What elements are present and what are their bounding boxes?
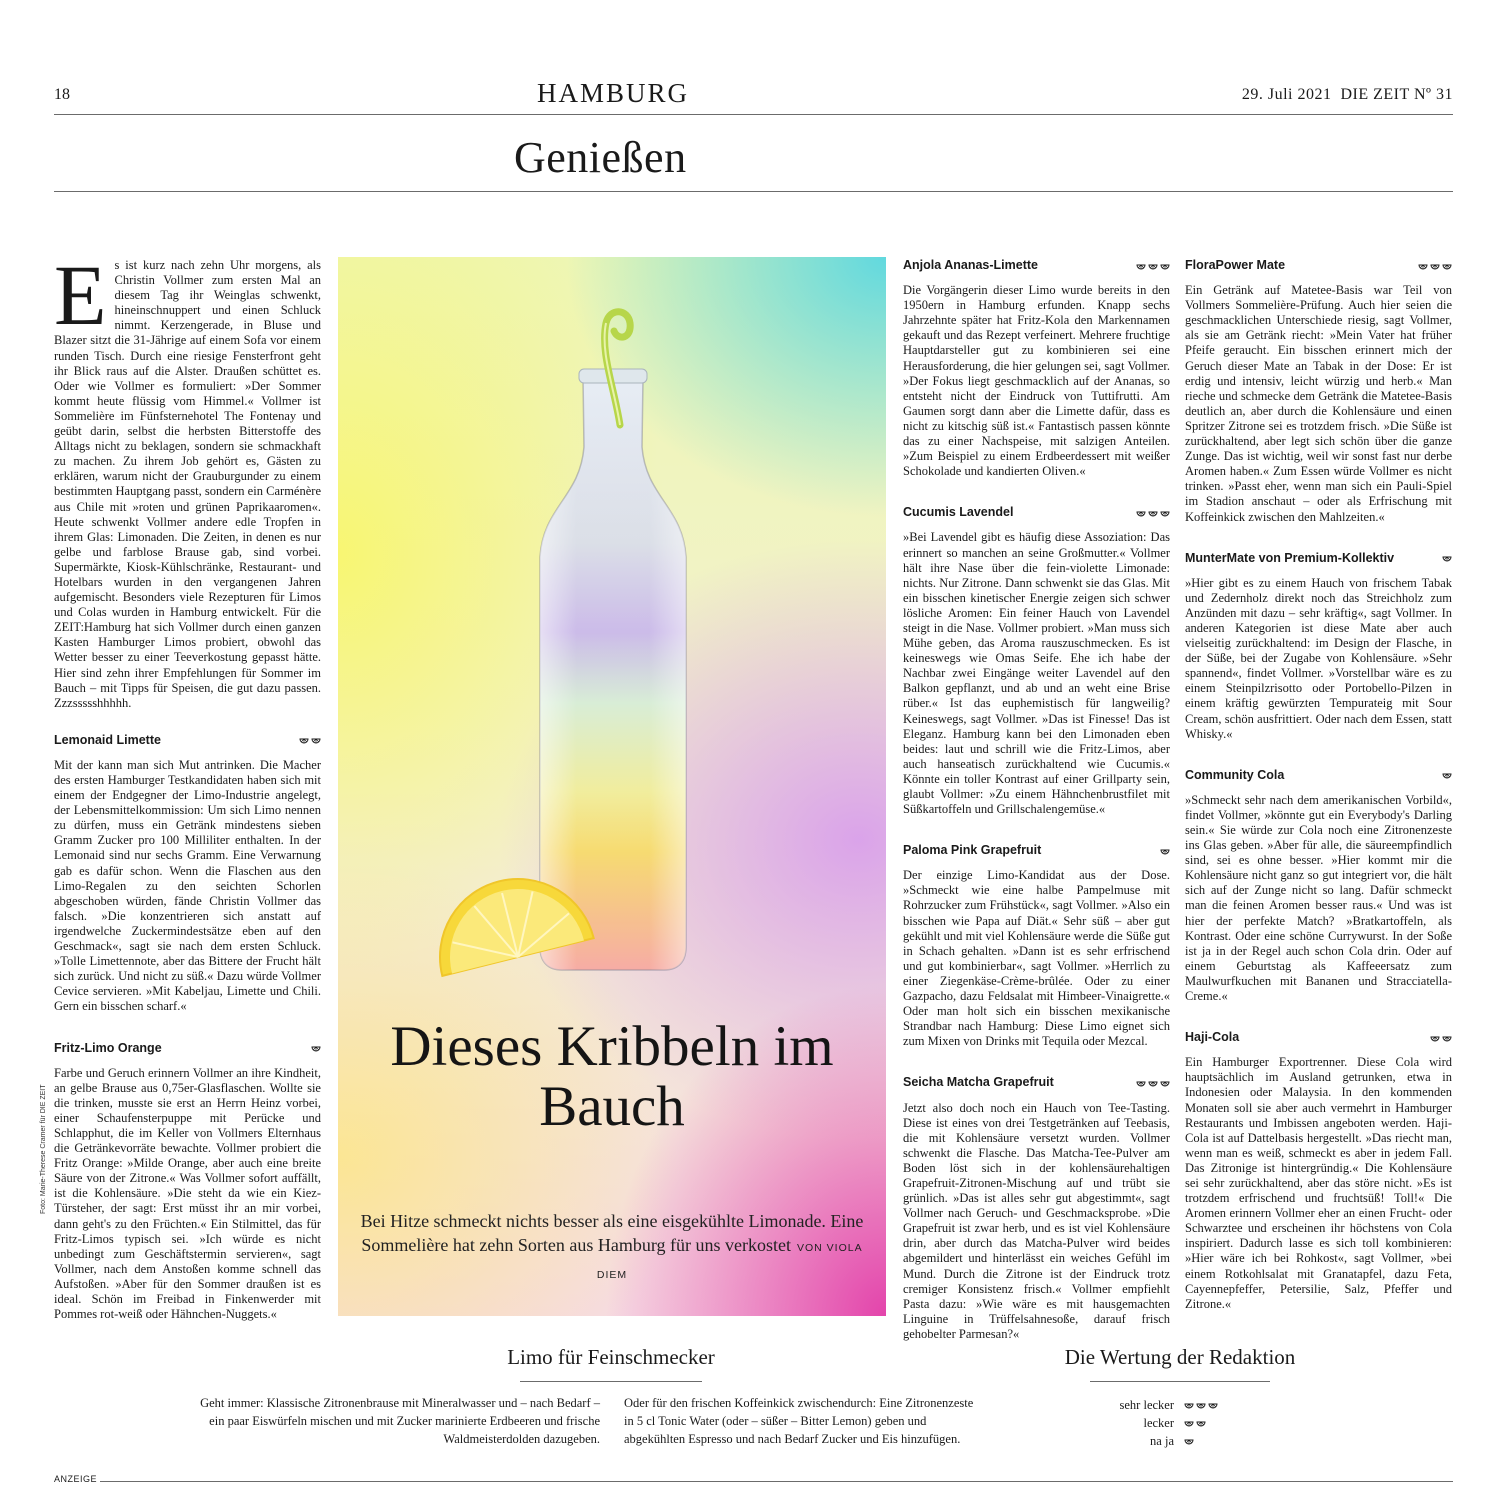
legend-row bbox=[1000, 1432, 1232, 1450]
paper-name: DIE ZEIT Nº 31 bbox=[1340, 86, 1453, 103]
tip-right: Oder für den frischen Koffeinkick zwischendurch: Eine Zitronenzeste in 5 cl Tonic Water (oder – süßer – Bitter Lemon) geben und abgekühlten Espresso und nach Bedarf Zucker und Eis hinzufügen. bbox=[624, 1396, 974, 1447]
lemon-slice-icon bbox=[299, 735, 309, 745]
column-3 bbox=[903, 258, 1170, 1368]
lemon-slice-icon bbox=[1442, 770, 1452, 780]
rating bbox=[1136, 261, 1170, 271]
hero-image bbox=[338, 257, 886, 1316]
photo-credit: Foto: Marie-Therese Cramer für DIE ZEIT bbox=[40, 1084, 47, 1214]
review-name: FloraPower Mate bbox=[1185, 258, 1286, 272]
column-4 bbox=[1185, 258, 1452, 1338]
ad-label: ANZEIGE bbox=[54, 1474, 98, 1484]
byline: VON VIOLA DIEM bbox=[596, 1242, 863, 1281]
bottle-illustration bbox=[338, 257, 886, 1316]
legend-icons bbox=[1184, 1400, 1232, 1410]
legend-label: lecker bbox=[1143, 1415, 1174, 1430]
legend-row bbox=[1000, 1414, 1232, 1432]
lemon-slice-icon bbox=[311, 1043, 321, 1053]
issue-date: 29. Juli 2021 bbox=[1241, 86, 1332, 103]
lemon-slice-icon bbox=[1184, 1436, 1194, 1446]
review-name: Cucumis Lavendel bbox=[903, 505, 1014, 520]
rating bbox=[1442, 770, 1452, 780]
review-text: »Schmeckt sehr nach dem amerikanischen Vorbild«, findet Vollmer, »könnte gut ein Everybody's Darling sein.« Sie würde zur Cola noch eine Zitronenzeste ins Glas geben. »Aber für alle, die säureempfindlich sind, sei es ohne besser. »Hier kommt mir die Kohlensäure nicht ganz so gut integriert vor, die hält sich auf der Zunge nicht so lang. Dafür schmeckt man die feinen Aromen besser raus.« Und was ist hier der perfekte Match? »Bratkartoffeln, als Kontrast. Oder eine schöne Currywurst. In der Soße ist ja in der Regel auch schon Cola drin. Oder auf einem Geburtstag als Kaffeeersatz zum Maulwurfkuchen mit Bananen und Stracciatella-Creme.« bbox=[1185, 792, 1452, 1004]
review-title bbox=[903, 258, 1170, 273]
box-title: Limo für Feinschmecker bbox=[507, 1345, 715, 1369]
lemon-slice-icon bbox=[1136, 508, 1146, 518]
ad-rule bbox=[100, 1481, 1453, 1482]
review-item bbox=[1185, 1030, 1452, 1312]
legend-icons bbox=[1184, 1436, 1232, 1446]
lemon-slice-icon bbox=[1160, 508, 1170, 518]
lemon-slice-icon bbox=[1442, 261, 1452, 271]
review-name: Lemonaid Limette bbox=[54, 732, 161, 747]
column-1 bbox=[54, 247, 321, 1348]
lemon-slice-icon bbox=[1442, 1033, 1452, 1043]
rating-title-rule bbox=[1090, 1381, 1270, 1382]
legend-label: na ja bbox=[1150, 1433, 1174, 1448]
review-title bbox=[1185, 258, 1452, 273]
review-title bbox=[54, 1041, 321, 1056]
teaser-text: Bei Hitze schmeckt nichts besser als eine eisgekühlte Limonade. Eine Sommelière hat zehn Sorten aus Hamburg für uns verkostet bbox=[360, 1211, 864, 1255]
rating bbox=[1136, 1078, 1170, 1088]
review-title bbox=[1185, 1030, 1452, 1045]
article-intro bbox=[54, 247, 321, 711]
intro-text: s ist kurz nach zehn Uhr morgens, als Christin Vollmer zum ersten Mal an diesem Tag ihr Weinglas schwenkt, hineinschnuppert und einen Schluck nimmt. Kerzengerade, in Bluse und Blazer sitzt die 31-Jährige auf einem Sofa vor einem runden Tisch. Durch eine riesige Fensterfront geht ihr Blick raus auf die Alster. Draußen schüttet es. Oder wie Vollmer es formuliert: »Der Sommer kommt heute flüssig vom Himmel.« Vollmer ist Sommelière im Fünfsternehotel The Fontenay und geübt darin, selbst die herbsten Bitterstoffe des Alltags nicht zu beklagen, sondern sie schmackhaft zu machen. Zu ihrem Job gehört es, Gästen zu erklären, warum nicht der Grauburgunder zu einem bestimmten Hauptgang passt, sondern ein Carménère aus Chile mit »roten und grünen Paprikaaromen«. Heute schwenkt Vollmer andere edle Tropfen in ihrem Glas: Limonaden. Die Zeiten, in denen es nur gelbe und farblose Brause gab, sind vorbei. Supermärkte, Kiosk-Kühlschränke, Restaurant- und Hotelbars wurden in den vergangenen Jahren aufgemischt. Besonders viele Rezepturen für Limos und Colas wurden in Hamburg entwickelt. Für die ZEIT:Hamburg hat sich Vollmer durch einen ganzen Kasten Hamburger Limos probiert, obwohl das Wetter besser zu einer Teeverkostung gepasst hätte. Hier sind zehn ihrer Empfehlungen für Sommer im Bauch – mit Tipps für Speisen, die gut dazu passen. Zzzssssshhhhh. bbox=[54, 258, 321, 710]
review-text: »Bei Lavendel gibt es häufig diese Assoziation: Das erinnert so manchen an seine Großmutter.« Vollmer hält ihre Nase über die fein-violette Limonade: nichts. Nur Zitrone. Dann schwenkt sie das Glas. Mit ein bisschen kinetischer Energie zeigen sich schwer lösliche Aromen: Ein feiner Hauch von Lavendel steigt in die Nase. Vollmer probiert. »Man muss sich Mühe geben, das Aroma rauszuschmecken. Es ist keineswegs wie Omas Seife. Ehe ich habe der Nachbar zwei Eingänge weiter Lavendel auf den Balkon gepflanzt, und ab und an weht eine Brise rüber.« Ist das euphemistisch für langweilig? Keineswegs, sagt Vollmer. »Das ist Finesse! Das ist Eleganz. Hamburg kann bei den Limonaden eben beides: laut und schrill wie die Fritz-Limos, aber auch hanseatisch zurückhaltend wie Cucumis.« Könnte ein toller Kontrast auf einer Grillparty sein, glaubt Vollmer: »Zu einem Hähnchenbrustfilet mit Süßkartoffeln und Grillschalengemüse.« bbox=[903, 530, 1170, 817]
rubric-rule bbox=[54, 191, 1453, 192]
review-name: Haji-Cola bbox=[1185, 1030, 1240, 1045]
rating-legend bbox=[1000, 1396, 1232, 1450]
lemon-slice-icon bbox=[1160, 261, 1170, 271]
lemon-slice-icon bbox=[1418, 261, 1428, 271]
drop-cap: E bbox=[54, 247, 107, 343]
review-item bbox=[903, 505, 1170, 817]
review-item bbox=[54, 1041, 321, 1323]
review-item bbox=[903, 1075, 1170, 1342]
lemon-slice-icon bbox=[1184, 1418, 1194, 1428]
review-title bbox=[1185, 768, 1452, 783]
rubric-title: Genießen bbox=[514, 133, 687, 182]
review-text: Der einzige Limo-Kandidat aus der Dose. »Schmeckt wie eine halbe Pampelmuse mit Rohrzucker zum Frühstück«, sagt Vollmer. »Also ein bisschen wie Papa auf Diät.« Sehr süß – aber gut gekühlt und mit viel Kohlensäure werde die Süße gut in Schach gehalten. »Dann ist es sehr erfrischend und gut kombinierbar«, sagt Vollmer. »Herrlich zu einer Ziegenkäse-Crème-brûlée. Oder zu einer Gazpacho, dazu Feldsalat mit Himbeer-Vinaigrette.« Oder man holt sich ein bisschen mexikanische Strandbar nach Hamburg: Diese Limo eignet sich zum Mixen von Drinks mit Tequila oder Mezcal. bbox=[903, 868, 1170, 1049]
review-item bbox=[54, 733, 321, 1015]
lemon-slice-icon bbox=[1148, 261, 1158, 271]
review-item bbox=[1185, 551, 1452, 742]
lemon-slice-icon bbox=[1160, 846, 1170, 856]
tip-left: Geht immer: Klassische Zitronenbrause mit Mineralwasser und – nach Bedarf – ein paar Eiswürfeln mischen und mit Zucker marinierte Erdbeeren und frische Waldmeisterdolden dazugeben. bbox=[200, 1396, 600, 1447]
legend-label: sehr lecker bbox=[1119, 1397, 1174, 1412]
review-item bbox=[903, 258, 1170, 479]
section-title: HAMBURG bbox=[536, 78, 690, 108]
lemon-slice-icon bbox=[1148, 508, 1158, 518]
review-text: Jetzt also doch noch ein Hauch von Tee-Tasting. Diese ist eines von drei Testgetränken auf Teebasis, die mit Kohlensäure versetzt wurden. Vollmer schwenkt die Flasche. Das Matcha-Tee-Pulver am Boden löst sich in der kohlensäurehaltigen Grapefruit-Zitronen-Mischung auf und trübt sie grünlich. »Das ist alles sehr gut abgestimmt«, sagt Vollmer nach Geruch- und Geschmacksprobe. »Die Grapefruit ist zwar herb, und es ist viel Kohlensäure drin, aber durch das Matcha-Pulver wird beides abgemildert und hinterlässt ein weiches Gefühl im Mund. Durch die Zitrone ist der Eindruck trotz cremiger Konsistenz frisch.« Vollmer empfiehlt Pasta dazu: »Wie wäre es mit hausgemachten Linguine in Trüffelsahnesoße, darauf frisch gehobelter Parmesan?« bbox=[903, 1100, 1170, 1341]
lemon-slice-icon bbox=[311, 735, 321, 745]
review-title bbox=[54, 733, 321, 748]
review-name: Anjola Ananas-Limette bbox=[903, 258, 1038, 272]
lemon-slice-icon bbox=[1208, 1400, 1218, 1410]
review-name: Paloma Pink Grapefruit bbox=[903, 843, 1042, 858]
review-text: Die Vorgängerin dieser Limo wurde bereits in den 1950ern in Hamburg erfunden. Knapp sechs Jahrzehnte später hat Fritz-Kola den Markennamen gekauft und das Rezept verfeinert. Mehrere fruchtige Hauptdarsteller gut zu kombinieren sei eine Herausforderung, die hier gelungen sei, sagt Vollmer. »Der Fokus liegt geschmacklich auf der Ananas, so entsteht nicht der Eindruck von Tuttifrutti. Am Gaumen sorgt dann aber die Limette dafür, dass es nicht zu kitschig süß ist.« Fantastisch passen könnte das zu einer Nachspeise, mit salzigen Anteilen. »Zum Beispiel zu einem Erdbeerdessert mit weißer Schokolade und kandierten Oliven.« bbox=[903, 283, 1170, 479]
review-title bbox=[903, 843, 1170, 858]
lemon-slice-icon bbox=[1148, 1078, 1158, 1088]
header-rule bbox=[54, 114, 1453, 115]
rating bbox=[1418, 261, 1452, 271]
rating bbox=[311, 1043, 321, 1053]
lemon-slice-icon bbox=[1196, 1400, 1206, 1410]
legend-icons bbox=[1184, 1418, 1232, 1428]
rating-title: Die Wertung der Redaktion bbox=[1064, 1345, 1296, 1369]
lemon-slice-icon bbox=[1442, 553, 1452, 563]
review-title bbox=[903, 1075, 1170, 1090]
lemon-slice-icon bbox=[1184, 1400, 1194, 1410]
page-number: 18 bbox=[54, 86, 70, 103]
headline: Dieses Kribbeln im Bauch bbox=[390, 1015, 834, 1138]
review-name: Fritz-Limo Orange bbox=[54, 1040, 162, 1055]
review-text: Farbe und Geruch erinnern Vollmer an ihre Kindheit, an gelbe Brause aus 0,75er-Glasflaschen. Wollte sie die trinken, musste sie erst an Herrn Heinz vorbei, einer Schaufensterpuppe mit Perücke und Schlapphut, die im Keller von Vollmers Elternhaus die Getränkevorräte bewachte. Vollmer probiert die Fritz Orange: »Milde Orange, aber auch eine breite Säure von der Zitrone.« Was Vollmer sofort auffällt, ist die Kohlensäure. »Die steht da wie ein Kiez-Türsteher, der sagt: Erst müsst ihr an mir vorbei, dann geht's zu den Früchten.« Ein Stilmittel, das für Fritz-Limos typisch sei. »Ich würde es nicht unbedingt zum Geschäftstermin servieren«, sagt Vollmer, nach dem Anstoßen komme schnell das Aufstoßen. »Aber für den Sommer draußen ist es ideal. Schön im Freibad in Finkenwerder mit Pommes rot-weiß oder Hähnchen-Nuggets.« bbox=[54, 1065, 321, 1322]
review-text: »Hier gibt es zu einem Hauch von frischem Tabak und Zedernholz direkt noch das Streichholz zum Anzünden mit dazu – sehr kräftig«, sagt Vollmer. In anderen Kategorien ist diese Mate aber auch vielseitig zurückhaltend: im Design der Flasche, in der Süße, bei der Zugabe von Kohlensäure. »Sehr spannend«, findet Vollmer. »Vorstellbar wäre es zu einem Steinpilzrisotto oder Portobello-Pilzen in einem kräftig gewürzten Tempurateig mit Sour Cream, schön ausfrittiert. Oder nach dem Essen, statt Whisky.« bbox=[1185, 575, 1452, 741]
lemon-slice-icon bbox=[1136, 261, 1146, 271]
review-text: Ein Getränk auf Matetee-Basis war Teil von Vollmers Sommelière-Prüfung. Auch hier seien die geschmacklichen Unterschiede riesig, sagt Vollmer, als sie am Getränk riecht: »Mein Vater hat früher Pfeife geraucht. Ein bisschen erinnert mich der Geruch dieser Mate an Tabak in der Dose: Er ist erdig und intensiv, leicht würzig und herb.« Man rieche und schmecke dem Getränk die Matetee-Basis deutlich an, aber durch die Kohlensäure und einen Spritzer Zitrone sei es trotzdem frisch. »Die Süße ist zurückhaltend, aber legt sich schön über die ganze Zunge. Das ist wichtig, weil wir sonst fast nur derbe Aromen haben.« Zum Essen würde Vollmer es nicht trinken. »Passt eher, wenn man sich ein Pauli-Spiel im Stadion anschaut – oder als Erfrischung mit Koffeinkick zwischen den Mahlzeiten.« bbox=[1185, 283, 1452, 524]
rating bbox=[299, 735, 321, 745]
rating bbox=[1430, 1033, 1452, 1043]
rating bbox=[1442, 553, 1452, 563]
review-text: Ein Hamburger Exportrenner. Diese Cola wird hauptsächlich im Ausland getrunken, etwa in Indonesien oder Malaysia. In den kommenden Monaten soll sie aber auch vermehrt in Hamburger Restaurants und Imbissen angeboten werden. Haji-Cola ist auf Dattelbasis hergestellt. »Das riecht man, wenn man es weiß, schmeckt es aber in jedem Fall. Das Zitronige ist hintergründig.« Die Kohlensäure sei sehr zurückhaltend, aber das störe nicht. »Es ist trotzdem erfrischend und fruchtsüß! Toll!« Die Aromen erinnern Vollmer eher an einen Frucht- oder Schwarztee und erscheinen ihr höchstens von Cola inspiriert. Dadurch lasse es sich toll kombinieren: »Hier wäre ich bei Rohkost«, sagt Vollmer, »bei einem Rotkohlsalat mit Granatapfel, dazu Feta, Cayennepfeffer, Petersilie, Salz, Pfeffer und Zitrone.« bbox=[1185, 1055, 1452, 1311]
review-title bbox=[1185, 551, 1452, 566]
review-name: Seicha Matcha Grapefruit bbox=[903, 1075, 1054, 1090]
lemon-slice-icon bbox=[1160, 1078, 1170, 1088]
review-item bbox=[1185, 768, 1452, 1004]
lemon-slice-icon bbox=[1430, 261, 1440, 271]
dateline bbox=[1242, 86, 1453, 104]
box-title-rule bbox=[520, 1381, 702, 1382]
review-name: Community Cola bbox=[1185, 767, 1285, 782]
review-item bbox=[903, 843, 1170, 1049]
lemon-slice-icon bbox=[1196, 1418, 1206, 1428]
lemon-slice-icon bbox=[1430, 1033, 1440, 1043]
review-name: MunterMate von Premium-Kollektiv bbox=[1185, 550, 1395, 565]
lemon-slice-icon bbox=[1136, 1078, 1146, 1088]
legend-row bbox=[1000, 1396, 1232, 1414]
review-text: Mit der kann man sich Mut antrinken. Die Macher des ersten Hamburger Testkandidaten haben sich mit einem der Endgegner der Limo-Industrie angelegt, der Lebensmittelkommission: Um sich Limo nennen zu dürfen, muss ein Getränk mindestens sieben Gramm Zucker pro 100 Milliliter enthalten. In der Lemonaid sind nur sechs Gramm. Eine Verwarnung gab es dafür schon. Wenn die Flaschen aus den Limo-Regalen zu den seichten Schorlen abgeschoben würden, fände Christin Vollmer das falsch. »Die konzentrieren sich anstatt auf irgendwelche Zuckermindestsätze eben auf den Geschmack«, sagt sie nach dem ersten Schluck. »Tolle Limettennote, aber das Bittere der Frucht hält sich zurück. Und nicht zu süß.« Dazu würde Vollmer Cevice servieren. »Mit Kabeljau, Limette und Chili. Gern ein bisschen scharf.« bbox=[54, 757, 321, 1014]
rating bbox=[1136, 508, 1170, 518]
review-title bbox=[903, 505, 1170, 520]
teaser bbox=[358, 1209, 866, 1287]
rating bbox=[1160, 846, 1170, 856]
review-item bbox=[1185, 258, 1452, 525]
